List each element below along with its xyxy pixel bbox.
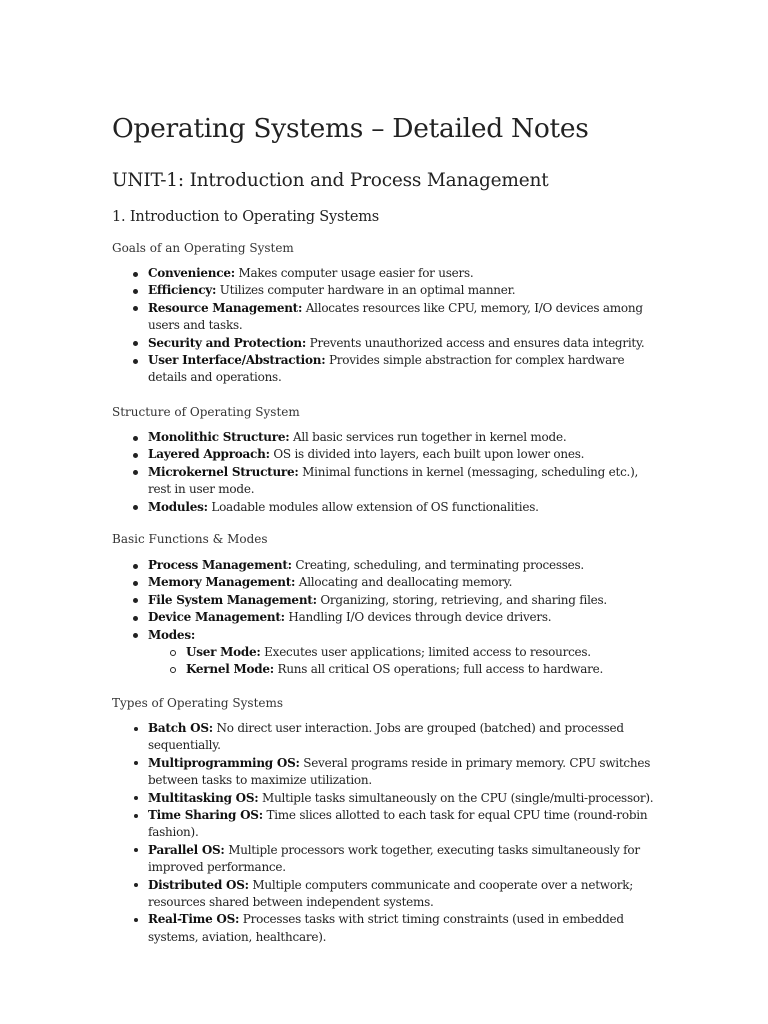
item-text: Organizing, storing, retrieving, and sharing files. — [316, 592, 607, 607]
item-term: Security and Protection: — [148, 335, 307, 350]
item-text: Allocates resources like CPU, memory, I/O devices among users and tasks. — [148, 300, 643, 333]
item-term: User Mode: — [186, 645, 261, 660]
item-text: Several programs reside in primary memory. CPU switches between tasks to maximize utilization. — [148, 755, 651, 788]
item-text: Time slices allotted to each task for equal CPU time (round-robin fashion). — [148, 808, 648, 840]
list-item — [112, 282, 657, 299]
goals-list — [112, 265, 657, 387]
list-item — [112, 352, 657, 387]
item-text: Handling I/O devices through device drivers. — [284, 610, 552, 625]
item-term: Process Management: — [148, 558, 292, 572]
item-text: Utilizes computer hardware in an optimal manner. — [216, 283, 516, 298]
list-item — [112, 592, 657, 609]
item-term: Real-Time OS: — [148, 912, 240, 927]
item-text: Executes user applications; limited access to resources. — [260, 645, 591, 660]
functions-heading: Basic Functions & Modes — [112, 532, 268, 546]
sub-list-item — [112, 661, 657, 678]
item-text: Minimal functions in kernel (messaging, scheduling etc.), rest in user mode. — [148, 464, 639, 497]
item-text: Allocating and deallocating memory. — [295, 575, 513, 590]
list-item — [112, 609, 657, 626]
item-text: All basic services run together in kernel mode. — [289, 430, 567, 444]
list-item — [112, 720, 657, 755]
list-item — [112, 446, 657, 463]
item-term: Kernel Mode: — [186, 662, 274, 677]
item-text: Multiple computers communicate and cooperate over a network; resources shared between independent systems. — [148, 877, 634, 910]
item-term: Memory Management: — [148, 575, 296, 590]
list-item — [112, 464, 657, 499]
item-text: Runs all critical OS operations; full access to hardware. — [273, 662, 604, 677]
item-text: Loadable modules allow extension of OS functionalities. — [207, 499, 539, 514]
list-item — [112, 627, 657, 644]
item-term: Distributed OS: — [148, 877, 249, 892]
item-text: Prevents unauthorized access and ensures data integrity. — [306, 335, 645, 350]
goals-heading: Goals of an Operating System — [112, 241, 294, 255]
item-term: User Interface/Abstraction: — [148, 353, 326, 368]
unit-heading: UNIT-1: Introduction and Process Management — [112, 170, 549, 191]
list-item — [112, 911, 657, 946]
types-heading: Types of Operating Systems — [112, 696, 284, 710]
item-term: Time Sharing OS: — [148, 808, 263, 823]
functions-list — [112, 557, 657, 679]
list-item — [112, 300, 657, 335]
item-term: Monolithic Structure: — [148, 430, 290, 444]
list-item — [112, 265, 657, 282]
item-term: Layered Approach: — [148, 447, 270, 462]
item-term: Resource Management: — [148, 300, 303, 315]
list-item — [112, 790, 657, 807]
item-term: File System Management: — [148, 592, 317, 607]
item-text: No direct user interaction. Jobs are grouped (batched) and processed sequentially. — [148, 721, 624, 753]
section-heading: 1. Introduction to Operating Systems — [112, 209, 380, 225]
types-list — [112, 720, 657, 946]
item-text: Multiple tasks simultaneously on the CPU (single/multi-processor). — [258, 790, 654, 805]
structure-list — [112, 429, 657, 516]
list-item — [112, 877, 657, 912]
item-text: OS is divided into layers, each built upon lower ones. — [269, 447, 585, 462]
item-term: Microkernel Structure: — [148, 464, 299, 479]
item-term: Device Management: — [148, 610, 285, 625]
list-item — [112, 335, 657, 352]
item-text: Makes computer usage easier for users. — [234, 266, 474, 280]
item-text: Processes tasks with strict timing constraints (used in embedded systems, aviation, healthcare). — [148, 912, 624, 944]
item-term: Convenience: — [148, 266, 235, 280]
item-term: Efficiency: — [148, 283, 217, 298]
item-text: Provides simple abstraction for complex hardware details and operations. — [148, 353, 625, 385]
item-term: Parallel OS: — [148, 842, 225, 857]
structure-heading: Structure of Operating System — [112, 405, 300, 419]
document-title: Operating Systems – Detailed Notes — [112, 113, 589, 144]
list-item — [112, 429, 657, 446]
item-term: Modules: — [148, 499, 208, 514]
sub-list-item — [112, 644, 657, 661]
list-item — [112, 807, 657, 842]
item-term: Batch OS: — [148, 721, 213, 735]
list-item — [112, 842, 657, 877]
item-term: Modes: — [148, 627, 195, 642]
list-item — [112, 557, 657, 574]
item-text: Creating, scheduling, and terminating processes. — [291, 558, 584, 572]
item-term: Multitasking OS: — [148, 790, 259, 805]
list-item — [112, 574, 657, 591]
list-item — [112, 499, 657, 516]
list-item — [112, 755, 657, 790]
item-term: Multiprogramming OS: — [148, 755, 300, 770]
item-text: Multiple processors work together, executing tasks simultaneously for improved performance. — [148, 842, 640, 875]
